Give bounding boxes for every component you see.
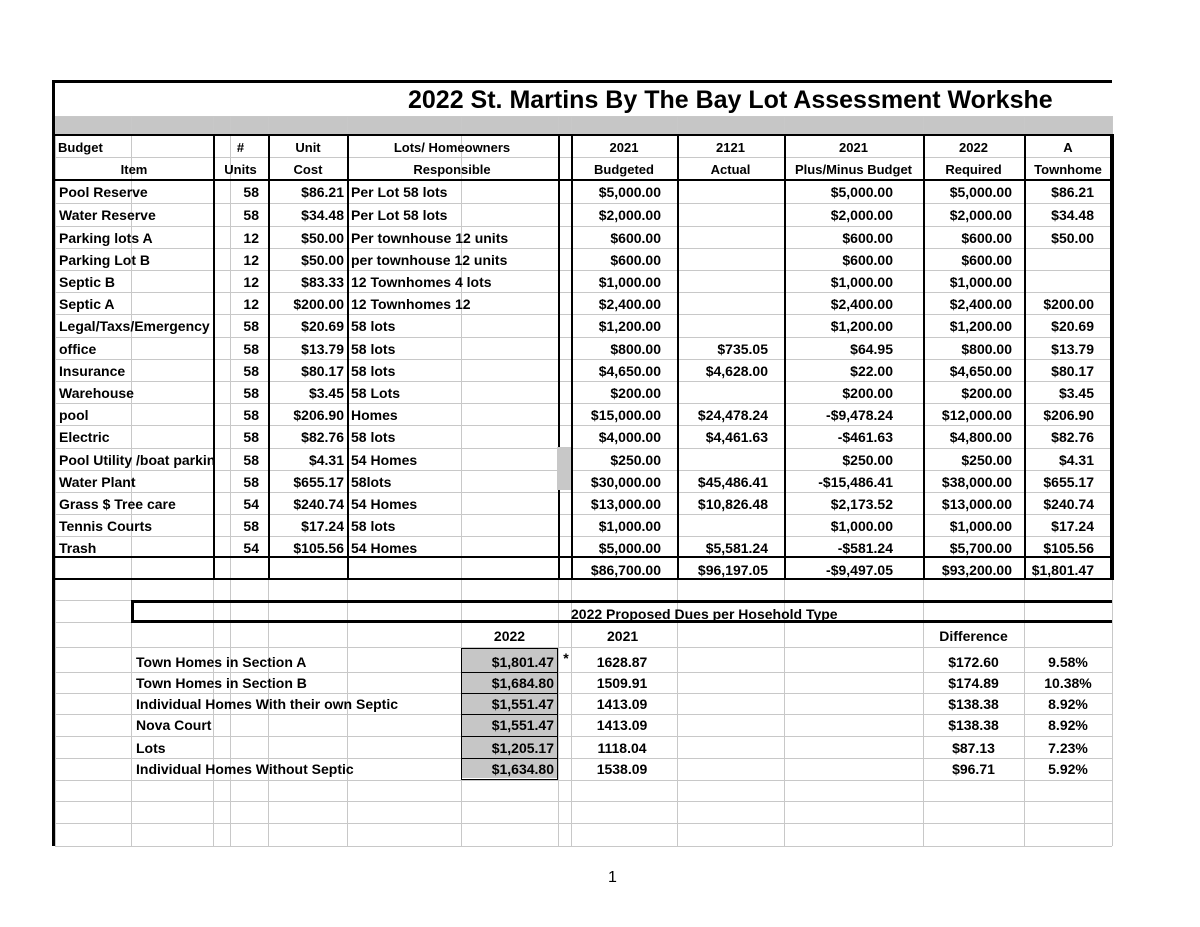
actual-2121: $4,461.63 (705, 429, 768, 445)
responsible: 58 lots (351, 318, 396, 334)
unit-cost: $4.31 (308, 452, 344, 468)
dues-percent: 9.58% (1048, 654, 1088, 670)
budget-item: Septic B (59, 274, 116, 290)
plus-minus-budget: $2,173.52 (830, 496, 893, 512)
budgeted-2021: $1,200.00 (598, 318, 661, 334)
column-border (1112, 134, 1114, 580)
required-2022: $4,650.00 (949, 363, 1012, 379)
budgeted-2021: $13,000.00 (590, 496, 661, 512)
dues-2021: 1509.91 (596, 675, 648, 691)
dues-cell-border (461, 758, 558, 759)
header-cell: Responsible (413, 162, 491, 177)
column-border (1024, 134, 1026, 580)
dues-2021: 1538.09 (596, 761, 648, 777)
dues-difference: $87.13 (952, 740, 995, 756)
responsible: 54 Homes (351, 540, 418, 556)
budgeted-2021: $1,000.00 (598, 274, 661, 290)
units: 58 (243, 207, 259, 223)
required-2022: $600.00 (961, 230, 1012, 246)
townhome-a: $50.00 (1051, 230, 1094, 246)
header-cell: Budgeted (594, 162, 654, 177)
actual-2121: $4,628.00 (705, 363, 768, 379)
grid-line (55, 846, 1112, 847)
plus-minus-budget: $64.95 (850, 341, 893, 357)
units: 58 (243, 452, 259, 468)
header-cell: Units (224, 162, 257, 177)
dues-left-border (131, 600, 134, 622)
units: 58 (243, 385, 259, 401)
column-border (347, 134, 349, 580)
plus-minus-budget: $22.00 (850, 363, 893, 379)
plus-minus-budget: -$461.63 (837, 429, 893, 445)
actual-2121: $10,826.48 (697, 496, 768, 512)
townhome-a: $4.31 (1058, 452, 1094, 468)
header-cell: 2021 (839, 140, 868, 155)
budget-item: Pool Utility /boat parkin (59, 452, 216, 468)
responsible: 12 Townhomes 4 lots (351, 274, 492, 290)
responsible: Per Lot 58 lots (351, 184, 448, 200)
plus-minus-budget: $600.00 (842, 230, 893, 246)
dues-2021: 1118.04 (597, 740, 647, 756)
unit-cost: $86.21 (301, 184, 344, 200)
header-cell: A (1063, 140, 1073, 155)
unit-cost: $50.00 (301, 252, 344, 268)
household-type: Lots (136, 740, 166, 756)
required-2022: $2,400.00 (949, 296, 1012, 312)
townhome-a: $17.24 (1051, 518, 1094, 534)
budgeted-2021: $600.00 (610, 230, 661, 246)
dues-2022: $1,551.47 (491, 717, 554, 733)
required-2022: $5,700.00 (949, 540, 1012, 556)
plus-minus-budget: -$9,478.24 (826, 407, 893, 423)
dues-difference: $172.60 (948, 654, 999, 670)
header-cell: Item (120, 162, 148, 177)
required-2022: $250.00 (961, 452, 1012, 468)
header-cell: 2021 (609, 140, 639, 155)
plus-minus-budget: $250.00 (842, 452, 893, 468)
dues-cell-border (461, 779, 558, 780)
unit-cost: $34.48 (301, 207, 344, 223)
units: 58 (243, 407, 259, 423)
budget-item: Warehouse (59, 385, 134, 401)
dues-difference: $174.89 (948, 675, 999, 691)
dues-2022: $1,551.47 (491, 696, 554, 712)
plus-minus-budget: $1,000.00 (830, 518, 893, 534)
responsible: 58 lots (351, 341, 396, 357)
budgeted-2021: $1,000.00 (598, 518, 661, 534)
unit-cost: $240.74 (293, 496, 344, 512)
units: 58 (243, 474, 259, 490)
townhome-a: $20.69 (1051, 318, 1094, 334)
column-border (923, 134, 925, 580)
unit-cost: $206.90 (293, 407, 344, 423)
total-actual-2121: $96,197.05 (697, 562, 768, 578)
budget-item: office (59, 341, 97, 357)
header-cell: Lots/ Homeowners (393, 140, 511, 155)
required-2022: $800.00 (961, 341, 1012, 357)
unit-cost: $83.33 (301, 274, 344, 290)
plus-minus-budget: $2,000.00 (830, 207, 893, 223)
dues-difference: $96.71 (952, 761, 995, 777)
unit-cost: $3.45 (308, 385, 344, 401)
responsible: 58 lots (351, 429, 396, 445)
plus-minus-budget: -$581.24 (837, 540, 893, 556)
grid-line (55, 116, 56, 846)
townhome-a: $82.76 (1051, 429, 1094, 445)
dues-2022: $1,801.47 (491, 654, 554, 670)
header-cell: # (236, 140, 245, 155)
unit-cost: $200.00 (293, 296, 344, 312)
unit-cost: $20.69 (301, 318, 344, 334)
responsible: per townhouse 12 units (351, 252, 508, 268)
dues-difference: $138.38 (948, 696, 999, 712)
dues-2022: $1,684.80 (491, 675, 554, 691)
plus-minus-budget: $600.00 (842, 252, 893, 268)
responsible: 58 lots (351, 363, 396, 379)
responsible: 58lots (351, 474, 392, 490)
dues-2021: 1413.09 (596, 696, 648, 712)
dues-heading: 2022 Proposed Dues per Hosehold Type (571, 606, 838, 622)
household-type: Individual Homes Without Septic (136, 761, 354, 777)
dues-cell-border (557, 648, 558, 779)
units: 54 (243, 540, 259, 556)
plus-minus-budget: $5,000.00 (830, 184, 893, 200)
units: 58 (243, 518, 259, 534)
responsible: 54 Homes (351, 496, 418, 512)
townhome-a: $200.00 (1043, 296, 1094, 312)
budgeted-2021: $15,000.00 (590, 407, 661, 423)
townhome-a: $206.90 (1043, 407, 1094, 423)
actual-2121: $5,581.24 (705, 540, 768, 556)
units: 58 (243, 429, 259, 445)
plus-minus-budget: $1,200.00 (830, 318, 893, 334)
responsible: 54 Homes (351, 452, 418, 468)
household-type: Town Homes in Section A (136, 654, 307, 670)
budgeted-2021: $250.00 (610, 452, 661, 468)
responsible: 58 lots (351, 518, 396, 534)
townhome-a: $80.17 (1051, 363, 1094, 379)
required-2022: $1,000.00 (949, 274, 1012, 290)
townhome-a: $655.17 (1043, 474, 1094, 490)
townhome-a: $86.21 (1051, 184, 1094, 200)
scroll-marker (557, 447, 571, 490)
units: 12 (243, 252, 259, 268)
budgeted-2021: $5,000.00 (598, 540, 661, 556)
budget-item: Legal/Taxs/Emergency (59, 318, 210, 334)
column-border (571, 134, 573, 580)
header-cell: Unit (295, 140, 321, 155)
units: 12 (243, 296, 259, 312)
budget-item: Septic A (59, 296, 115, 312)
header-cell: 2121 (716, 140, 745, 155)
actual-2121: $24,478.24 (697, 407, 768, 423)
dues-2021: 1413.09 (596, 717, 648, 733)
column-border (558, 134, 560, 580)
budgeted-2021: $600.00 (610, 252, 661, 268)
townhome-a: $105.56 (1043, 540, 1094, 556)
actual-2121: $735.05 (717, 341, 768, 357)
townhome-a: $3.45 (1058, 385, 1094, 401)
units: 58 (243, 341, 259, 357)
townhome-a: $13.79 (1051, 341, 1094, 357)
plus-minus-budget: $2,400.00 (830, 296, 893, 312)
dues-percent: 10.38% (1044, 675, 1092, 691)
budget-item: Pool Reserve (59, 184, 148, 200)
budget-item: Parking Lot B (59, 252, 151, 268)
units: 54 (243, 496, 259, 512)
responsible: Homes (351, 407, 398, 423)
dues-percent: 5.92% (1048, 761, 1088, 777)
plus-minus-budget: $200.00 (842, 385, 893, 401)
unit-cost: $17.24 (301, 518, 344, 534)
header-cell: Cost (293, 162, 323, 177)
budgeted-2021: $2,400.00 (598, 296, 661, 312)
townhome-a: $34.48 (1051, 207, 1094, 223)
required-2022: $13,000.00 (941, 496, 1012, 512)
unit-cost: $13.79 (301, 341, 344, 357)
plus-minus-budget: -$15,486.41 (818, 474, 893, 490)
required-2022: $38,000.00 (941, 474, 1012, 490)
budget-item: Grass $ Tree care (59, 496, 176, 512)
budgeted-2021: $5,000.00 (598, 184, 661, 200)
total-plus-minus-budget: -$9,497.05 (826, 562, 893, 578)
dues-col-difference: Difference (939, 628, 1008, 644)
townhome-a: $240.74 (1043, 496, 1094, 512)
dues-percent: 7.23% (1048, 740, 1088, 756)
budget-item: Insurance (59, 363, 126, 379)
unit-cost: $105.56 (293, 540, 344, 556)
budget-item: Tennis Courts (59, 518, 153, 534)
budgeted-2021: $2,000.00 (598, 207, 661, 223)
budget-item: Parking lots A (59, 230, 153, 246)
dues-cell-border (461, 648, 558, 649)
budgeted-2021: $800.00 (610, 341, 661, 357)
header-cell: Budget (58, 140, 103, 155)
units: 12 (243, 230, 259, 246)
budgeted-2021: $200.00 (610, 385, 661, 401)
page-number: 1 (608, 869, 617, 886)
dues-2022: $1,634.80 (491, 761, 554, 777)
budgeted-2021: $30,000.00 (590, 474, 661, 490)
dues-2022: $1,205.17 (491, 740, 554, 756)
worksheet-title: 2022 St. Martins By The Bay Lot Assessment Workshe (408, 86, 1053, 114)
budget-item: Electric (59, 429, 110, 445)
budget-item: Water Reserve (59, 207, 156, 223)
header-cell: 2022 (959, 140, 988, 155)
dues-cell-border (461, 693, 558, 694)
unit-cost: $655.17 (293, 474, 344, 490)
total-required-2022: $93,200.00 (941, 562, 1012, 578)
total-budgeted-2021: $86,700.00 (590, 562, 661, 578)
header-cell: Actual (710, 162, 751, 177)
responsible: 58 Lots (351, 385, 401, 401)
household-type: Individual Homes With their own Septic (136, 696, 399, 712)
responsible: 12 Townhomes 12 (351, 296, 471, 312)
required-2022: $12,000.00 (941, 407, 1012, 423)
dues-col-2021: 2021 (607, 628, 639, 644)
dues-top-border (131, 600, 1112, 603)
unit-cost: $82.76 (301, 429, 344, 445)
unit-cost: $50.00 (301, 230, 344, 246)
dues-cell-border (461, 714, 558, 715)
column-border (213, 134, 215, 580)
top-border (52, 80, 1112, 83)
dues-asterisk: * (563, 650, 569, 666)
column-border (784, 134, 786, 580)
required-2022: $5,000.00 (949, 184, 1012, 200)
dues-difference: $138.38 (948, 717, 999, 733)
dues-col-2022: 2022 (493, 628, 526, 644)
column-border (268, 134, 270, 580)
required-2022: $200.00 (961, 385, 1012, 401)
required-2022: $4,800.00 (949, 429, 1012, 445)
right-border (1110, 134, 1112, 580)
total-townhome-a: $1,801.47 (1031, 562, 1094, 578)
units: 58 (243, 363, 259, 379)
responsible: Per Lot 58 lots (351, 207, 448, 223)
dues-cell-border (461, 736, 558, 737)
dues-percent: 8.92% (1048, 717, 1088, 733)
header-cell: Townhome (1034, 162, 1102, 177)
units: 58 (243, 184, 259, 200)
required-2022: $1,000.00 (949, 518, 1012, 534)
budgeted-2021: $4,650.00 (598, 363, 661, 379)
budgeted-2021: $4,000.00 (598, 429, 661, 445)
dues-2021: 1628.87 (596, 654, 648, 670)
units: 58 (243, 318, 259, 334)
required-2022: $1,200.00 (949, 318, 1012, 334)
header-cell: Required (945, 162, 1002, 177)
units: 12 (243, 274, 259, 290)
dues-cell-border (461, 672, 558, 673)
dues-percent: 8.92% (1048, 696, 1088, 712)
actual-2121: $45,486.41 (697, 474, 768, 490)
column-border (677, 134, 679, 580)
required-2022: $600.00 (961, 252, 1012, 268)
budget-item: Trash (59, 540, 97, 556)
household-type: Town Homes in Section B (136, 675, 307, 691)
unit-cost: $80.17 (301, 363, 344, 379)
budget-item: pool (59, 407, 89, 423)
budget-item: Water Plant (59, 474, 136, 490)
household-type: Nova Court (136, 717, 212, 733)
required-2022: $2,000.00 (949, 207, 1012, 223)
header-cell: Plus/Minus Budget (795, 162, 912, 177)
responsible: Per townhouse 12 units (351, 230, 509, 246)
plus-minus-budget: $1,000.00 (830, 274, 893, 290)
